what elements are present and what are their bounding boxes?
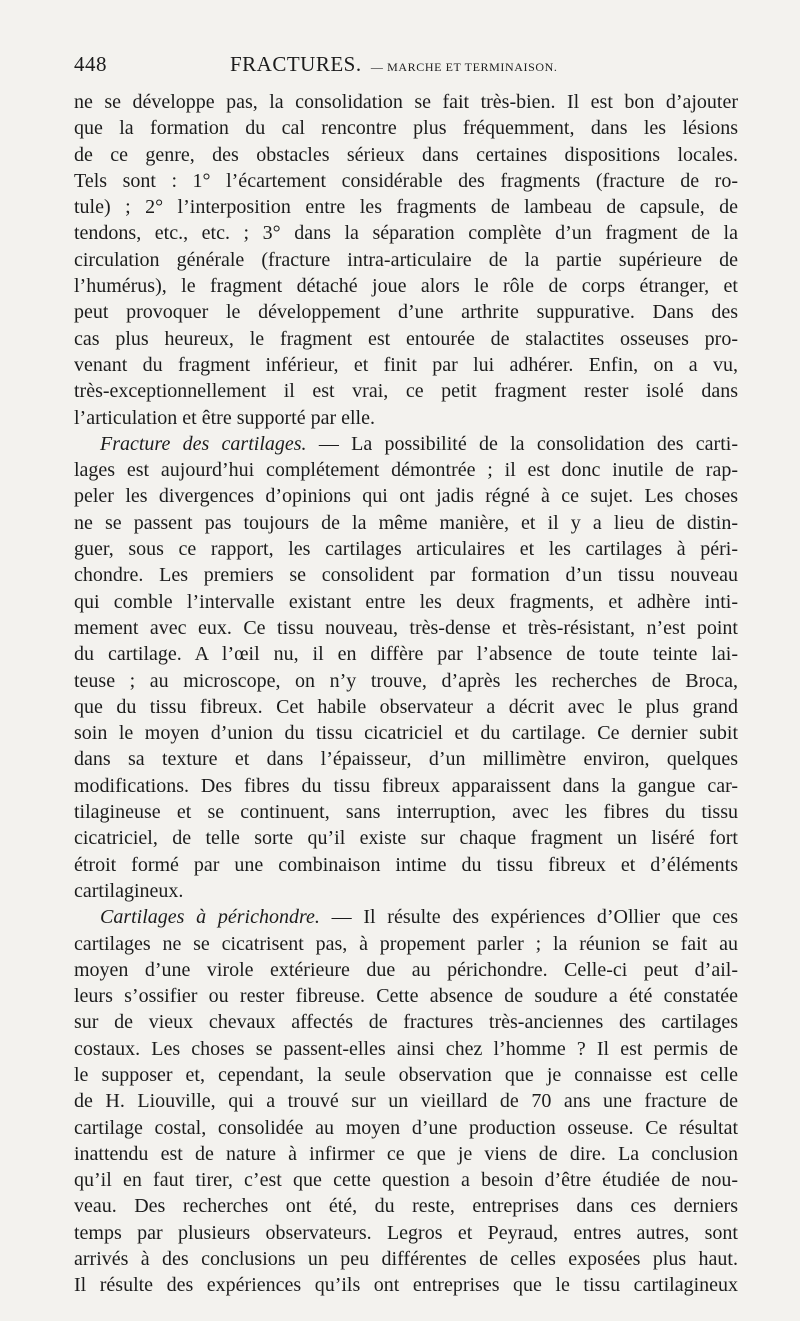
line-text: Tels sont : 1° l’écartement considérable des fragments (fracture de ro- [74, 169, 738, 192]
text-line [74, 1220, 738, 1246]
line-text: ne se passent pas toujours de la même manière, et il y a lieu de distin- [74, 511, 738, 534]
text-line [74, 405, 738, 431]
line-text: — La possibilité de la consolidation des carti- [306, 432, 738, 455]
text-line [74, 904, 738, 930]
line-text: moyen d’une virole extérieure due au périchondre. Celle-ci peut d’ail- [74, 958, 738, 981]
line-text: guer, sous ce rapport, les cartilages articulaires et les cartilages à péri- [74, 538, 738, 561]
line-text: du cartilage. A l’œil nu, il en diffère par l’absence de toute teinte lai- [74, 643, 738, 666]
text-line [74, 326, 738, 352]
text-line [74, 1115, 738, 1141]
line-text: l’articulation et être supporté par elle. [74, 406, 375, 429]
text-line [74, 168, 738, 194]
running-title-sub: — MARCHE ET TERMINAISON. [370, 60, 558, 74]
line-text: modifications. Des fibres du tissu fibreux apparaissent dans la gangue car- [74, 774, 738, 797]
text-line [74, 194, 738, 220]
line-text: cicatriciel, de telle sorte qu’il existe sur chaque fragment un liséré fort [74, 827, 738, 850]
text-line [74, 1009, 738, 1035]
line-text: teuse ; au microscope, on n’y trouve, d’après les recherches de Broca, [74, 669, 738, 692]
line-text: qu’il en faut tirer, c’est que cette question a besoin d’être étudiée de nou- [74, 1169, 738, 1192]
line-text: inattendu est de nature à infirmer ce que je viens de dire. La conclusion [74, 1142, 738, 1165]
text-line [74, 615, 738, 641]
text-line [74, 273, 738, 299]
line-text: cartilagineux. [74, 879, 184, 902]
text-line [74, 957, 738, 983]
line-text: mement avec eux. Ce tissu nouveau, très-dense et très-résistant, n’est point [74, 616, 738, 639]
line-text: le supposer et, cependant, la seule observation que je connaisse est celle [74, 1063, 738, 1086]
running-title-main: FRACTURES. [230, 52, 362, 76]
text-line [74, 931, 738, 957]
text-line [74, 115, 738, 141]
text-line [74, 1246, 738, 1272]
line-text: Il résulte des expériences qu’ils ont entreprises que le tissu cartilagineux [74, 1274, 738, 1297]
line-text: peut provoquer le développement d’une arthrite suppurative. Dans des [74, 301, 738, 324]
text-line [74, 1167, 738, 1193]
text-line [74, 457, 738, 483]
text-line [74, 352, 738, 378]
text-line [74, 589, 738, 615]
text-line [74, 1088, 738, 1114]
line-text: que du tissu fibreux. Cet habile observateur a décrit avec le plus grand [74, 695, 738, 718]
line-text: — Il résulte des expériences d’Ollier que ces [319, 906, 738, 929]
line-text: cartilage costal, consolidée au moyen d’une production osseuse. Ce résultat [74, 1116, 738, 1139]
text-line [74, 247, 738, 273]
text-line [74, 1062, 738, 1088]
line-text: tendons, etc., etc. ; 3° dans la séparation complète d’un fragment de la [74, 222, 738, 245]
text-line [74, 1141, 738, 1167]
text-line [74, 299, 738, 325]
text-line [74, 799, 738, 825]
line-text: chondre. Les premiers se consolident par formation d’un tissu nouveau [74, 564, 738, 587]
text-line [74, 641, 738, 667]
text-line [74, 878, 738, 904]
line-text: l’humérus), le fragment détaché joue alors le rôle de corps étranger, et [74, 275, 738, 298]
line-text: très-exceptionnellement il est vrai, ce petit fragment rester isolé dans [74, 380, 738, 403]
text-line [74, 562, 738, 588]
line-text: lages est aujourd’hui complétement démontrée ; il est donc inutile de rap- [74, 459, 738, 482]
text-line [74, 378, 738, 404]
line-text: veau. Des recherches ont été, du reste, entreprises dans ces derniers [74, 1195, 738, 1218]
text-line [74, 746, 738, 772]
text-line [74, 1193, 738, 1219]
line-text: de H. Liouville, qui a trouvé sur un vieillard de 70 ans une fracture de [74, 1090, 738, 1113]
line-text: costaux. Les choses se passent-elles ainsi chez l’homme ? Il est permis de [74, 1037, 738, 1060]
line-text: étroit formé par une combinaison intime du tissu fibreux et d’éléments [74, 853, 738, 876]
line-text: de ce genre, des obstacles sérieux dans certaines dispositions locales. [74, 143, 738, 166]
line-text: soin le moyen d’union du tissu cicatriciel et du cartilage. Ce dernier subit [74, 722, 738, 745]
section-heading: Cartilages à périchondre. [100, 906, 320, 929]
running-title [230, 52, 558, 77]
line-text: peler les divergences d’opinions qui ont jadis régné à ce sujet. Les choses [74, 485, 738, 508]
text-line [74, 483, 738, 509]
text-line [74, 142, 738, 168]
line-text: dans sa texture et dans l’épaisseur, d’un millimètre environ, quelques [74, 748, 738, 771]
line-text: tilagineuse et se continuent, sans interruption, avec les fibres du tissu [74, 801, 738, 824]
line-text: ne se développe pas, la consolidation se fait très-bien. Il est bon d’ajouter [74, 91, 738, 113]
text-line [74, 773, 738, 799]
page-number: 448 [74, 52, 107, 76]
line-text: leurs s’ossifier ou rester fibreuse. Cette absence de soudure a été constatée [74, 985, 738, 1008]
line-text: que la formation du cal rencontre plus fréquemment, dans les lésions [74, 117, 738, 140]
line-text: tule) ; 2° l’interposition entre les fragments de lambeau de capsule, de [74, 196, 738, 219]
line-text: arrivés à des conclusions un peu différentes de celles exposées plus haut. [74, 1248, 738, 1271]
text-line [74, 431, 738, 457]
line-text: venant du fragment inférieur, et finit par lui adhérer. Enfin, on a vu, [74, 353, 738, 376]
text-line [74, 852, 738, 878]
text-line [74, 720, 738, 746]
text-line [74, 1272, 738, 1298]
text-line [74, 89, 738, 115]
text-line [74, 983, 738, 1009]
text-line [74, 536, 738, 562]
body-text [74, 89, 738, 1299]
section-heading: Fracture des cartilages. [100, 432, 307, 455]
text-line [74, 510, 738, 536]
running-header [74, 52, 738, 82]
line-text: circulation générale (fracture intra-articulaire de la partie supérieure de [74, 248, 738, 271]
text-line [74, 1036, 738, 1062]
text-line [74, 668, 738, 694]
text-line [74, 694, 738, 720]
line-text: cartilages ne se cicatrisent pas, à propement parler ; la réunion se fait au [74, 932, 738, 955]
line-text: sur de vieux chevaux affectés de fractures très-anciennes des cartilages [74, 1011, 738, 1034]
text-line [74, 825, 738, 851]
line-text: cas plus heureux, le fragment est entourée de stalactites osseuses pro- [74, 327, 738, 350]
line-text: qui comble l’intervalle existant entre les deux fragments, et adhère inti- [74, 590, 738, 613]
line-text: temps par plusieurs observateurs. Legros et Peyraud, entres autres, sont [74, 1221, 738, 1244]
text-line [74, 220, 738, 246]
